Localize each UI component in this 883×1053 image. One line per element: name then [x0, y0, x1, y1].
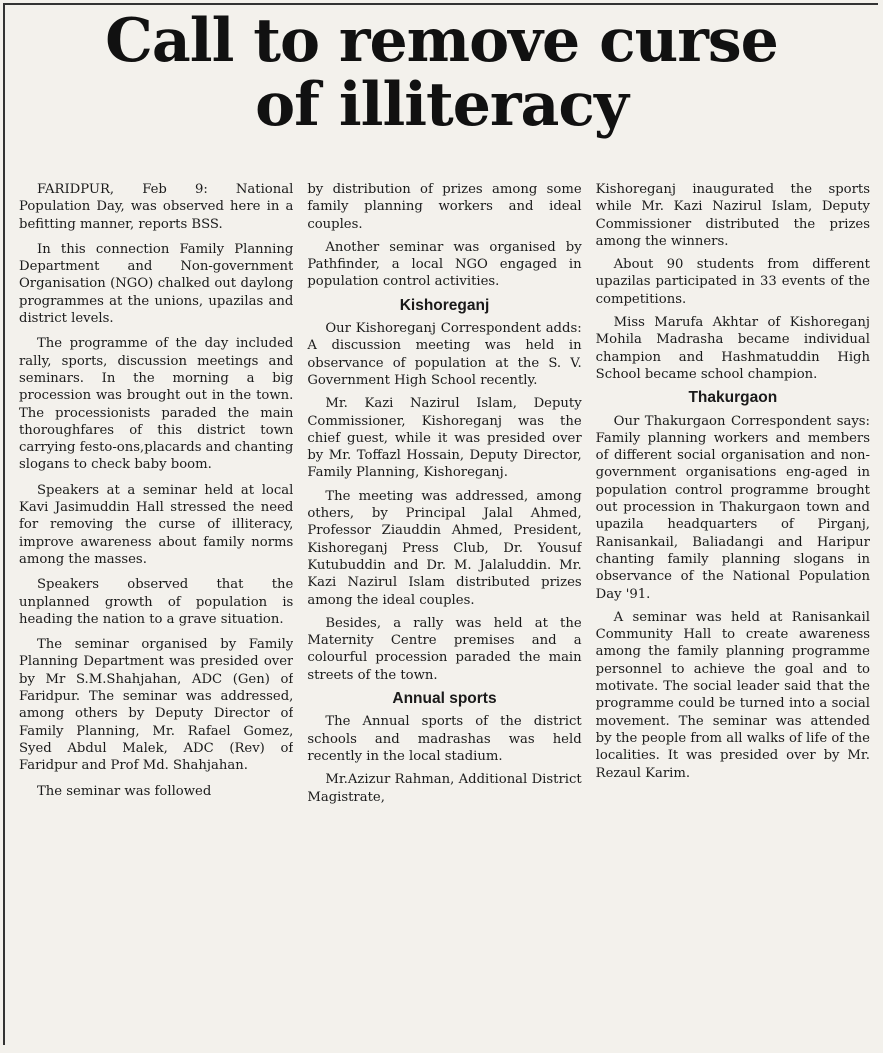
subheading-annual-sports: Annual sports	[392, 690, 497, 708]
column-3	[596, 181, 870, 1045]
headline-line-1: Call to remove curse	[105, 6, 778, 76]
paragraph: The Annual sports of the district schools and madrashas was held recently in the local stadium.	[307, 714, 582, 764]
paragraph: Mr. Kazi Nazirul Islam, Deputy Commissioner, Kishoreganj was the chief guest, while it was presided over by Mr. Toffazl Hossain, Deputy Director, Family Planning, Kishoreganj.	[307, 396, 582, 481]
article-columns	[5, 181, 878, 1045]
paragraph: Our Kishoreganj Correspondent adds: A discussion meeting was held in observance of population at the S. V. Government High School recently.	[307, 321, 582, 388]
column-2	[307, 181, 581, 1045]
paragraph: Kishoreganj inaugurated the sports while Mr. Kazi Nazirul Islam, Deputy Commissioner distributed the prizes among the winners.	[595, 182, 870, 249]
subheading-kishoreganj: Kishoreganj	[399, 296, 490, 314]
newspaper-clipping	[3, 3, 878, 1045]
paragraph: Speakers at a seminar held at local Kavi Jasimuddin Hall stressed the need for removing the curse of illiteracy, improve awareness about family norms among the masses.	[19, 482, 294, 567]
subheading-thakurgaon: Thakurgaon	[688, 389, 778, 407]
paragraph: The seminar organised by Family Planning Department was presided over by Mr S.M.Shahjahan, ADC (Gen) of Faridpur. The seminar was addressed, among others by Deputy Director of Family Planning, Mr. Rafael Gomez, Syed Abdul Malek, ADC (Rev) of Faridpur and Prof Md. Shahjahan.	[19, 637, 294, 774]
paragraph: Another seminar was organised by Pathfinder, a local NGO engaged in population control activities.	[307, 239, 582, 290]
paragraph: A seminar was held at Ranisankail Community Hall to create awareness among the family planning programme personnel to achieve the goal and to motivate. The social leader said that the programme could be turned into a social movement. The seminar was attended by the people from all walks of life of the localities. It was presided over by Mr. Rezaul Karim.	[595, 609, 870, 781]
headline-line-2: of illiteracy	[255, 70, 628, 140]
paragraph: Besides, a rally was held at the Maternity Centre premises and a colourful procession paraded the main streets of the town.	[307, 615, 582, 683]
paragraph: The meeting was addressed, among others, by Principal Jalal Ahmed, Professor Ziauddin Ahmed, President, Kishoreganj Press Club, Dr. Yousuf Kutubuddin and Dr. M. Jalaluddin. Mr. Kazi Nazirul Islam distributed prizes among the ideal couples.	[307, 488, 582, 608]
paragraph: Mr.Azizur Rahman, Additional District Magistrate,	[307, 772, 582, 805]
paragraph: About 90 students from different upazilas participated in 33 events of the competitions.	[595, 257, 870, 307]
paragraph: The programme of the day included rally, sports, discussion meetings and seminars. In the morning a big procession was brought out in the town. The processionists paraded the main thoroughfares of this district town carrying festo-ons,placards and chanting slogans to check baby boom.	[19, 336, 294, 473]
paragraph: In this connection Family Planning Department and Non-government Organisation (NGO) chalked out daylong programmes at the unions, upazilas and district levels.	[19, 241, 294, 327]
paragraph: Our Thakurgaon Correspondent says: Family planning workers and members of different social organisation and non-government organisations eng-aged in population control programme brought out procession in Thakurgaon town and upazila headquarters of Pirganj, Ranisankail, Baliadangi and Haripur chanting family planning slogans in observance of the National Population Day '91.	[595, 413, 870, 602]
column-1	[19, 181, 293, 1045]
paragraph: Speakers observed that the unplanned growth of population is heading the nation to a grave situation.	[19, 577, 294, 627]
paragraph: The seminar was followed	[37, 783, 212, 799]
paragraph: by distribution of prizes among some family planning workers and ideal couples.	[307, 182, 582, 232]
headline	[5, 6, 878, 140]
paragraph: Miss Marufa Akhtar of Kishoreganj Mohila Madrasha became individual champion and Hashmatuddin High School became school champion.	[595, 315, 870, 382]
paragraph: FARIDPUR, Feb 9: National Population Day, was observed here in a befitting manner, reports BSS.	[19, 182, 294, 232]
